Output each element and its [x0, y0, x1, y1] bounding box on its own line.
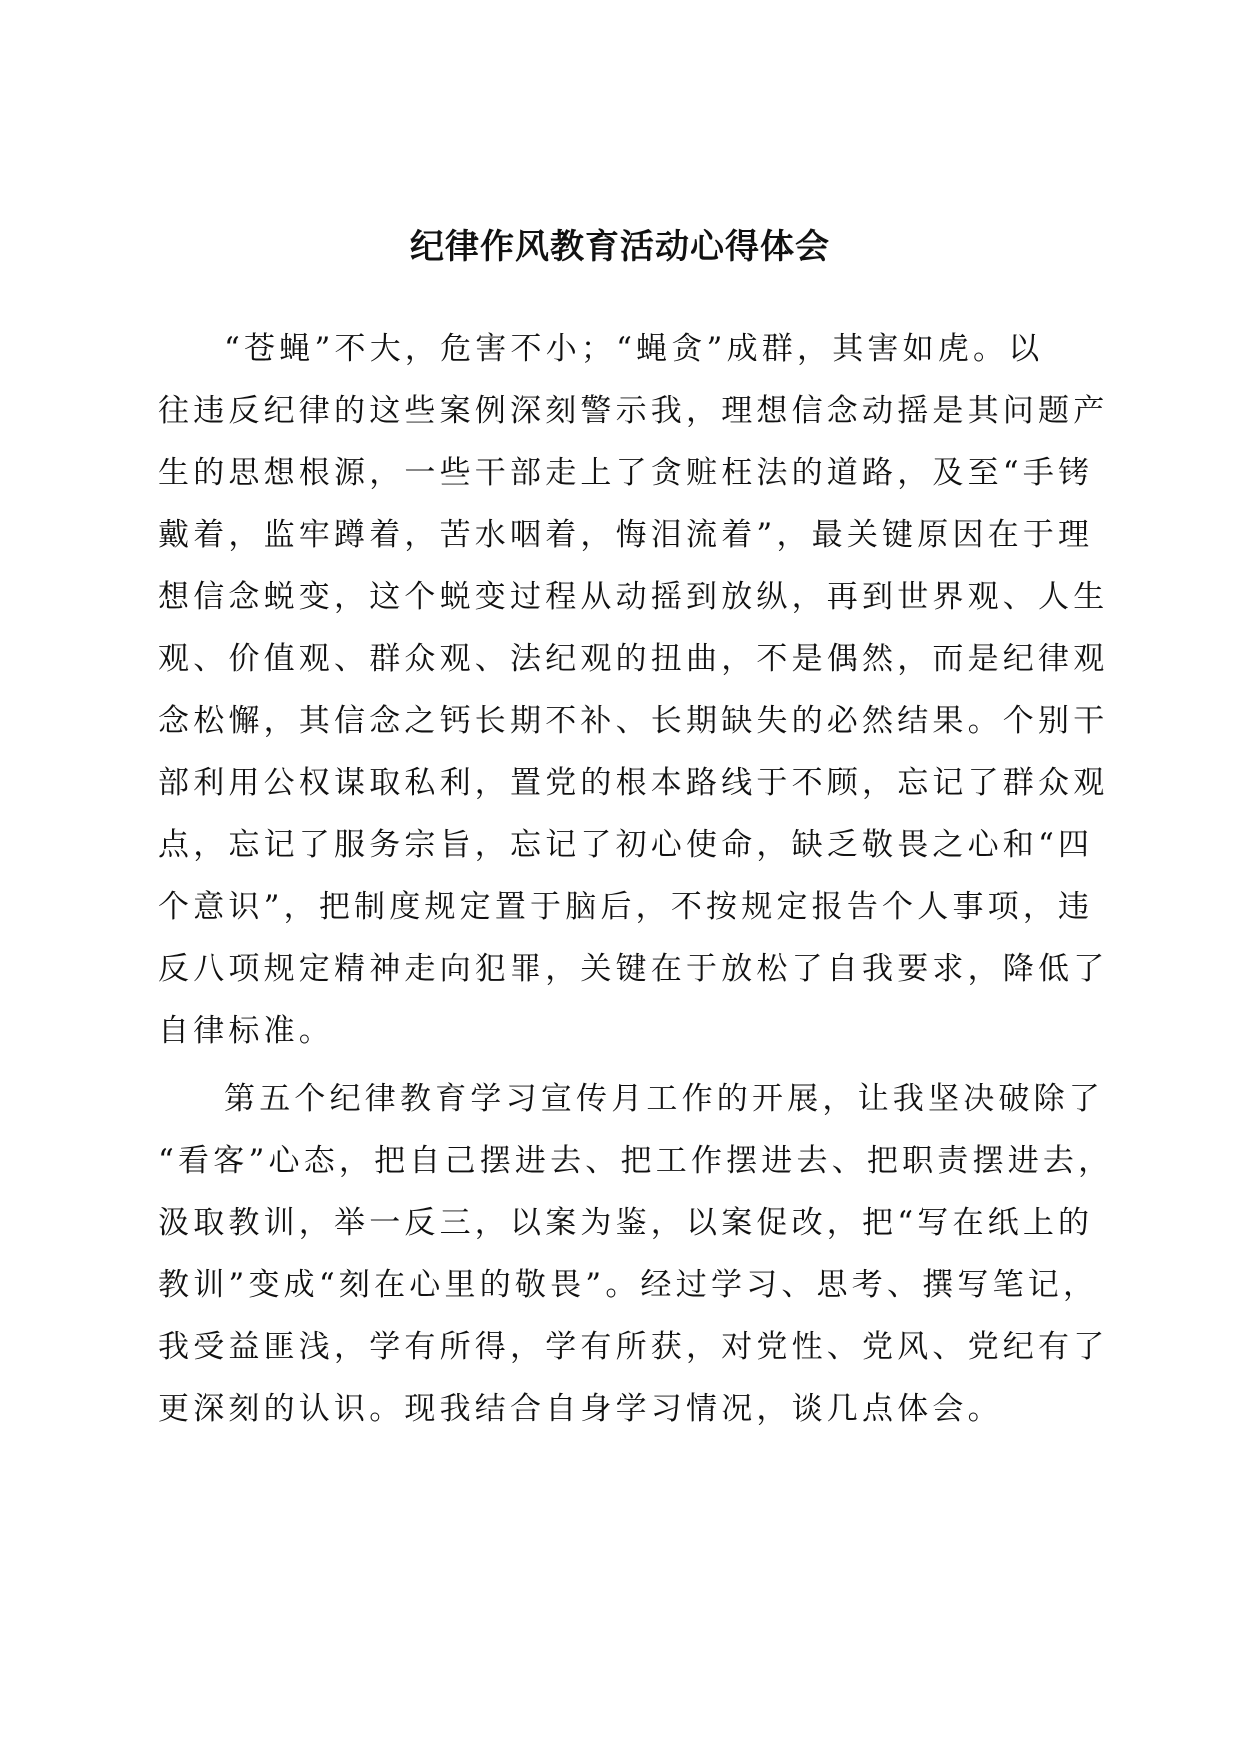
paragraph-line: 生的思想根源，一些干部走上了贪赃枉法的道路，及至“手铐	[158, 455, 1094, 491]
paragraph-line: 教训”变成“刻在心里的敬畏”。经过学习、思考、撰写笔记，	[158, 1267, 1099, 1303]
paragraph-line: 点，忘记了服务宗旨，忘记了初心使命，缺乏敬畏之心和“四	[158, 827, 1094, 863]
paragraph-line: 我受益匪浅，学有所得，学有所获，对党性、党风、党纪有了	[158, 1329, 1109, 1365]
paragraph-line: 念松懈，其信念之钙长期不补、长期缺失的必然结果。个别干	[158, 703, 1109, 739]
paragraph-1	[158, 318, 1109, 1062]
paragraph-line: 反八项规定精神走向犯罪，关键在于放松了自我要求，降低了	[158, 951, 1109, 987]
paragraph-line: “苍蝇”不大，危害不小；“蝇贪”成群，其害如虎。以	[224, 331, 1044, 367]
paragraph-line: “看客”心态，把自己摆进去、把工作摆进去、把职责摆进去，	[158, 1143, 1114, 1179]
paragraph-line: 第五个纪律教育学习宣传月工作的开展，让我坚决破除了	[224, 1081, 1104, 1117]
paragraph-line: 往违反纪律的这些案例深刻警示我，理想信念动摇是其问题产	[158, 393, 1109, 429]
paragraph-line: 部利用公权谋取私利，置党的根本路线于不顾，忘记了群众观	[158, 765, 1109, 801]
document-body	[158, 318, 1114, 1440]
paragraph-line: 个意识”，把制度规定置于脑后，不按规定报告个人事项，违	[158, 889, 1094, 925]
paragraph-2	[158, 1068, 1114, 1440]
paragraph-line: 自律标准。	[158, 1013, 334, 1049]
paragraph-line: 汲取教训，举一反三，以案为鉴，以案促改，把“写在纸上的	[158, 1205, 1094, 1241]
paragraph-line: 戴着，监牢蹲着，苦水咽着，悔泪流着”，最关键原因在于理	[158, 517, 1094, 553]
document-title: 纪律作风教育活动心得体会	[410, 227, 830, 267]
paragraph-line: 想信念蜕变，这个蜕变过程从动摇到放纵，再到世界观、人生	[158, 579, 1109, 615]
paragraph-line: 更深刻的认识。现我结合自身学习情况，谈几点体会。	[158, 1391, 1003, 1427]
paragraph-line: 观、价值观、群众观、法纪观的扭曲，不是偶然，而是纪律观	[158, 641, 1109, 677]
